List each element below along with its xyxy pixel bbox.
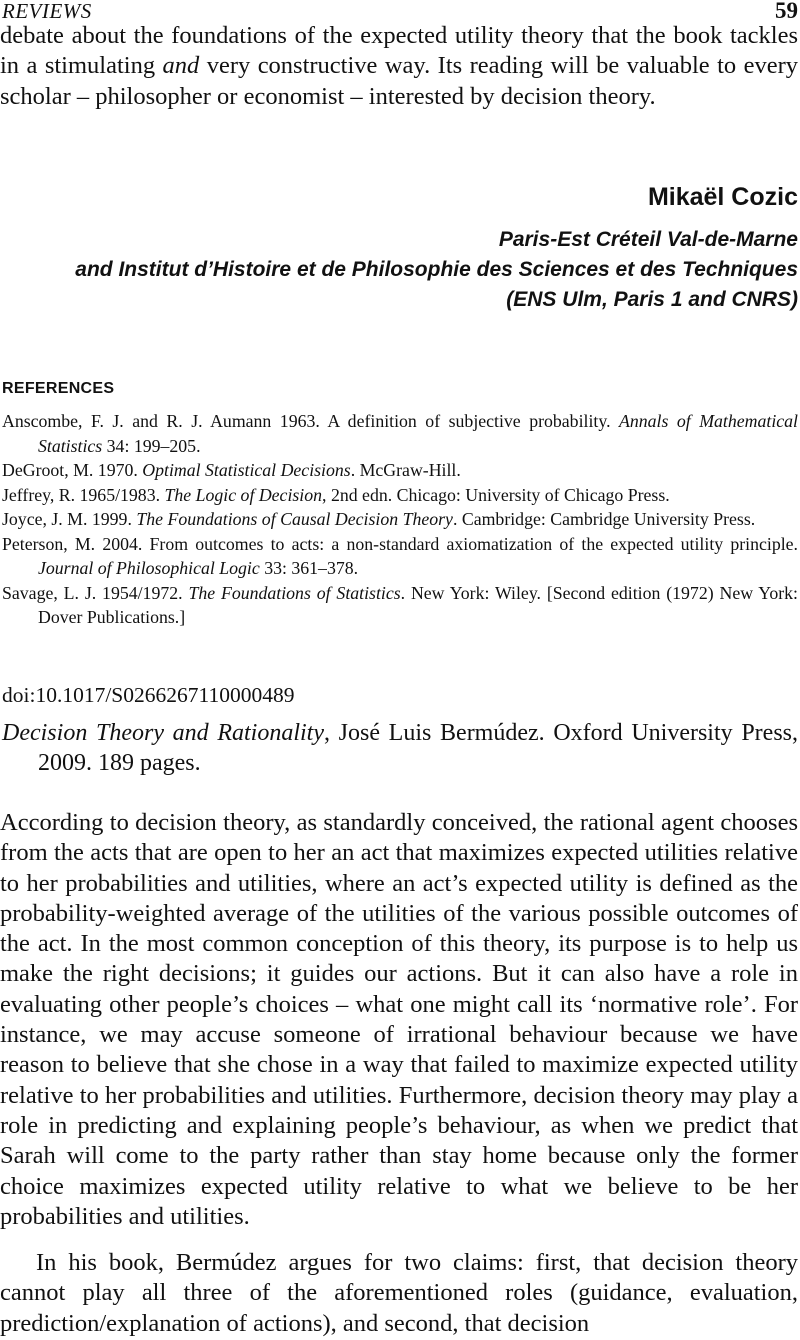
review-paragraph-1: According to decision theory, as standardly conceived, the rational agent chooses from the acts that are open to her an act that maximizes expected utilities relative to her probabilities and utilities, where an act’s expected utility is defined as the probability-weighted average of the utilities of the various possible outcomes of the act. In the most common conception of this theory, its purpose is to help us make the right decisions; it guides our actions. But it can also have a role in evaluating other people’s choices – what one might call its ‘normative role’. For instance, we may accuse someone of irrational behaviour because we have reason to believe that she chose in a way that failed to maximize expected utility relative to her probabilities and utilities. Furthermore, decision theory may play a role in predicting and explaining people’s behaviour, as when we predict that Sarah will come to the party rather than stay home because only the former choice maximizes expected utility relative to what we believe to be her probabilities and utilities. bbox=[0, 809, 798, 1230]
page-number: 59 bbox=[775, 0, 798, 23]
reference-title: Journal of Philosophical Logic bbox=[38, 558, 260, 578]
running-title: REVIEWS bbox=[2, 0, 92, 23]
intro-paragraph bbox=[0, 21, 798, 112]
reference-item: DeGroot, M. 1970. Optimal Statistical Decisions. McGraw-Hill. bbox=[2, 460, 461, 480]
reference-item: Savage, L. J. 1954/1972. The Foundations of Statistics. New York: Wiley. [Second edition (1972) New York: Dover Publications.] bbox=[2, 582, 798, 627]
reference-item: Joyce, J. M. 1999. The Foundations of Causal Decision Theory. Cambridge: Cambridge University Press. bbox=[2, 509, 756, 529]
reference-item: Anscombe, F. J. and R. J. Aumann 1963. A definition of subjective probability. Annals of Mathematical Statistics 34: 199–205. bbox=[2, 411, 798, 456]
author-affiliation-3: (ENS Ulm, Paris 1 and CNRS) bbox=[506, 288, 798, 311]
reference-title: The Logic of Decision bbox=[164, 484, 323, 505]
book-details: , José Luis Bermúdez. Oxford University Press, 2009. 189 pages. bbox=[38, 720, 798, 776]
reference-title: Annals of Mathematical Statistics bbox=[38, 411, 798, 456]
reference-title: The Foundations of Causal Decision Theory bbox=[136, 509, 453, 529]
reference-title: Optimal Statistical Decisions bbox=[142, 460, 351, 480]
reference-item: Jeffrey, R. 1965/1983. The Logic of Decision, 2nd edn. Chicago: University of Chicago Press. bbox=[2, 484, 670, 505]
references-heading: REFERENCES bbox=[2, 380, 115, 397]
reference-item: Peterson, M. 2004. From outcomes to acts: a non-standard axiomatization of the expected utility principle. Journal of Philosophical Logic 33: 361–378. bbox=[2, 533, 798, 578]
review-paragraph-2: In his book, Bermúdez argues for two claims: first, that decision theory cannot play all three of the aforementioned roles (guidance, evaluation, prediction/explanation of actions), and second, that decision bbox=[0, 1249, 798, 1337]
book-citation bbox=[0, 718, 798, 778]
intro-text-end: very constructive way. Its reading will be valuable to every scholar – philosopher or economist – interested by decision theory. bbox=[0, 52, 798, 110]
book-title: Decision Theory and Rationality bbox=[2, 720, 324, 746]
references-list bbox=[0, 409, 798, 630]
author-affiliation-2: and Institut d’Histoire et de Philosophie des Sciences et des Techniques bbox=[75, 258, 798, 281]
intro-emphasis: and bbox=[162, 52, 200, 80]
author-affiliation-1: Paris-Est Créteil Val-de-Marne bbox=[498, 228, 798, 251]
author-name: Mikaël Cozic bbox=[647, 183, 798, 211]
reference-title: The Foundations of Statistics bbox=[188, 582, 401, 603]
doi-link[interactable]: doi:10.1017/S0266267110000489 bbox=[2, 683, 295, 707]
intro-text-start: debate about the foundations of the expected utility theory that the book tackles in a stimulating bbox=[0, 22, 798, 80]
